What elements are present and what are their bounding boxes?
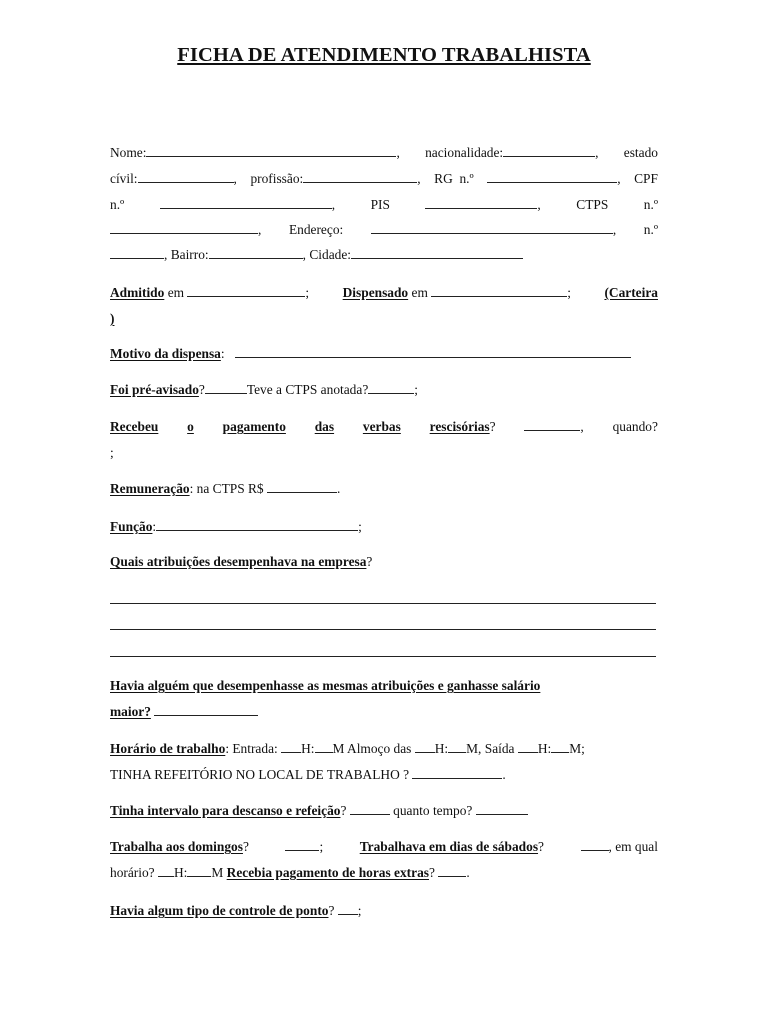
cpf-no-label: n.º [110, 197, 125, 212]
dispensado-field[interactable] [431, 285, 567, 297]
verbas-word-5: rescisórias [429, 419, 490, 434]
carteira-close: ) [110, 311, 115, 326]
ctps-label: CTPS [576, 197, 609, 212]
atribuicoes-line-2[interactable] [110, 629, 656, 630]
line-atribuicoes [110, 553, 658, 571]
nacionalidade-field[interactable] [503, 145, 595, 157]
profissao-field[interactable] [303, 171, 417, 183]
endereco-no-label: n.º [643, 222, 658, 237]
estado-label: estado [623, 145, 658, 160]
salario-field[interactable] [154, 704, 258, 716]
cidade-label: Cidade: [309, 247, 351, 262]
motivo-field[interactable] [235, 346, 631, 358]
line-extras [110, 864, 658, 882]
saida-h-field[interactable] [518, 741, 538, 753]
verbas-field[interactable] [524, 419, 580, 431]
remuneracao-label: Remuneração [110, 481, 190, 496]
verbas-word-2: pagamento [222, 419, 286, 434]
nacionalidade-label: nacionalidade: [425, 145, 504, 160]
almoco-h-label: H: [434, 741, 449, 756]
quando-label: quando? [612, 419, 658, 434]
sabado-m-label: M [211, 865, 224, 880]
line-civil: cívil: , profissão: , RG n.º , CPF [110, 171, 658, 186]
page-title: FICHA DE ATENDIMENTO TRABALHISTA [177, 44, 591, 66]
funcao-end: ; [358, 519, 362, 534]
line-intervalo [110, 802, 658, 820]
sabado-m-field[interactable] [187, 865, 211, 877]
tempo-label: quanto tempo? [393, 803, 473, 818]
sabados-label: Trabalhava em dias de sábados [359, 839, 539, 854]
verbas-semicolon: ; [110, 445, 114, 460]
atribuicoes-q: ? [366, 554, 373, 569]
nome-field[interactable] [146, 145, 396, 157]
domingos-semi: ; [319, 839, 324, 854]
civil-field[interactable] [138, 171, 234, 183]
carteira-label: (Carteira [604, 285, 658, 300]
cidade-field[interactable] [351, 247, 523, 259]
motivo-label: Motivo da dispensa [110, 346, 221, 361]
verbas-word-4: verbas [362, 419, 401, 434]
nome-label: Nome: [110, 145, 147, 160]
line-remuneracao [110, 480, 658, 498]
bairro-label: Bairro: [170, 247, 209, 262]
ponto-label: Havia algum tipo de controle de ponto [110, 903, 329, 918]
preaviso-q: ? [198, 382, 205, 397]
admitido-field[interactable] [187, 285, 305, 297]
cpf-label: CPF [634, 171, 658, 186]
rg-no-label: n.º [459, 171, 474, 186]
line-ponto [110, 902, 658, 920]
entrada-m-field[interactable] [315, 741, 333, 753]
rg-label: RG [434, 171, 453, 186]
line-motivo [110, 345, 658, 363]
sabados-q: ? [538, 839, 544, 854]
profissao-label: profissão: [250, 171, 304, 186]
sabado-h-label: H: [173, 865, 188, 880]
remuneracao-text: : na CTPS R$ [189, 481, 264, 496]
verbas-word-1: o [187, 419, 194, 434]
tempo-field[interactable] [476, 803, 528, 815]
verbas-word-3: das [314, 419, 335, 434]
refeitorio-field[interactable] [412, 767, 502, 779]
line-funcao [110, 518, 658, 536]
entrada-h-field[interactable] [281, 741, 301, 753]
line-pis: n.º , PIS , CTPS n.º [110, 197, 658, 212]
ponto-q: ? [328, 903, 335, 918]
verbas-word-0: Recebeu [110, 419, 159, 434]
em1-label: em [167, 285, 185, 300]
civil-label: cívil: [110, 171, 138, 186]
intervalo-label: Tinha intervalo para descanso e refeição [110, 803, 341, 818]
entrada-label: : Entrada: [225, 741, 278, 756]
line-endereco: , Endereço: , n.º [110, 221, 658, 239]
ponto-field[interactable] [338, 903, 358, 915]
line-bairro: , Bairro: , Cidade: [110, 246, 658, 264]
ctps-anotada-field[interactable] [368, 382, 414, 394]
line-refeitorio [110, 766, 658, 784]
funcao-field[interactable] [156, 519, 358, 531]
cpf-field[interactable] [160, 197, 332, 209]
numero-field[interactable] [110, 247, 164, 259]
atribuicoes-line-3[interactable] [110, 656, 656, 657]
sabado-horario-label: horário? [110, 865, 155, 880]
saida-m-field[interactable] [551, 741, 569, 753]
endereco-field[interactable] [371, 222, 613, 234]
domingos-label: Trabalha aos domingos [110, 839, 243, 854]
ponto-end: ; [357, 903, 362, 918]
line-domingos [110, 838, 658, 856]
almoco-m-field[interactable] [448, 741, 466, 753]
sabados-field[interactable] [581, 839, 609, 851]
remuneracao-field[interactable] [267, 481, 337, 493]
remuneracao-end: . [337, 481, 341, 496]
line-admitido: Admitido em ; Dispensado em ; (Carteira [110, 285, 658, 300]
refeitorio-end: . [502, 767, 506, 782]
pis-label: PIS [370, 197, 390, 212]
preaviso-field[interactable] [205, 382, 247, 394]
funcao-sep: : [152, 519, 157, 534]
aviso-end: ; [414, 382, 418, 397]
admitido-label: Admitido [110, 285, 165, 300]
line-aviso [110, 381, 658, 399]
em2-label: em [411, 285, 428, 300]
pis-field[interactable] [425, 197, 537, 209]
extras-end: . [466, 865, 470, 880]
saida-label: M, Saída [466, 741, 515, 756]
almoco-h-field[interactable] [415, 741, 435, 753]
ctps-anotada-label: Teve a CTPS anotada? [246, 382, 369, 397]
preaviso-label: Foi pré-avisado [110, 382, 199, 397]
domingos-q: ? [242, 839, 249, 854]
atribuicoes-line-1[interactable] [110, 603, 656, 604]
intervalo-field[interactable] [350, 803, 390, 815]
line-salario-2 [110, 703, 658, 721]
line-horario [110, 740, 658, 758]
ctps-field[interactable] [110, 222, 258, 234]
atribuicoes-label: Quais atribuições desempenhava na empresa [110, 554, 367, 569]
saida-end: M; [569, 741, 585, 756]
salario-line-2: maior? [110, 704, 151, 719]
domingos-field[interactable] [285, 839, 319, 851]
bairro-field[interactable] [209, 247, 303, 259]
line-verbas: Recebeu o pagamento das verbas rescisórias? , quando? [110, 419, 658, 434]
line-nome: Nome: , nacionalidade: , estado [110, 145, 658, 160]
rg-field[interactable] [487, 171, 617, 183]
dispensado-label: Dispensado [342, 285, 409, 300]
endereco-label: Endereço: [288, 222, 344, 237]
sabado-h-field[interactable] [158, 865, 174, 877]
ctps-no-label: n.º [643, 197, 658, 212]
extras-field[interactable] [438, 865, 466, 877]
horario-label: Horário de trabalho [110, 741, 226, 756]
funcao-label: Função [110, 519, 153, 534]
extras-label: Recebia pagamento de horas extras [226, 865, 429, 880]
refeitorio-label: TINHA REFEITÓRIO NO LOCAL DE TRABALHO ? [110, 767, 410, 782]
intervalo-q: ? [340, 803, 347, 818]
entrada-h-label: H: [301, 741, 315, 756]
motivo-sep: : [220, 346, 225, 361]
almoco-label: M Almoço das [332, 741, 412, 756]
saida-h-label: H: [537, 741, 552, 756]
extras-q: ? [429, 865, 435, 880]
salario-line-1: Havia alguém que desempenhasse as mesmas atribuições e ganhasse salário [110, 678, 541, 693]
emqual-label: , em qual [608, 839, 658, 854]
verbas-q: ? [489, 419, 496, 434]
